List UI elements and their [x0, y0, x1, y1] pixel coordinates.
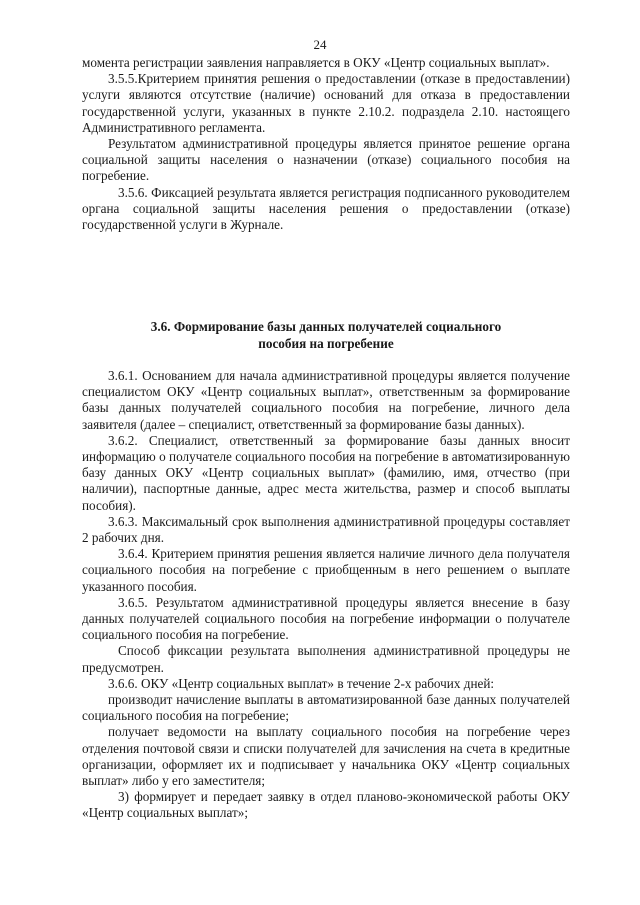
paragraph: Способ фиксации результата выполнения административной процедуры не предусмотрен.: [82, 643, 570, 675]
paragraph: 3.6.2. Специалист, ответственный за формирование базы данных вносит информацию о получателе социального пособия на погребение в автоматизированную базу данных ОКУ «Центр социальных выплат» (фамилию, имя, отчество (при наличии), паспортные данные, адрес места жительства, размер и способ выплаты пособия).: [82, 432, 570, 513]
page-number: 24: [313, 37, 327, 52]
section-heading-line: пособия на погребение: [258, 336, 394, 351]
section-heading-line: 3.6. Формирование базы данных получателей социального: [150, 319, 502, 334]
paragraph: 3.6.1. Основанием для начала административной процедуры является получение специалистом ОКУ «Центр социальных выплат», ответственным за формирование базы данных получателей социального пособия на погребение, личного дела заявителя (далее – специалист, ответственный за формирование базы данных).: [82, 368, 570, 432]
paragraph: Результатом административной процедуры является принятое решение органа социальной защиты населения о назначении (отказе) социального пособия на погребение.: [82, 136, 570, 184]
paragraph: 3.6.4. Критерием принятия решения является наличие личного дела получателя социального пособия на погребение с приобщенным в него решением о выплате указанного пособия.: [82, 546, 570, 594]
paragraph: 3.6.3. Максимальный срок выполнения административной процедуры составляет 2 рабочих дня.: [82, 513, 570, 546]
paragraph: 3.5.6. Фиксацией результата является регистрация подписанного руководителем органа социальной защиты населения решения о предоставлении (отказе) государственной услуги в Журнале.: [82, 184, 570, 233]
section-heading: [82, 318, 570, 352]
paragraph: 3.5.5.Критерием принятия решения о предоставлении (отказе в предоставлении) услуги являются отсутствие (наличие) оснований для отказа в предоставлении государственной услуги, указанных в пункте 2.10.2. подраздела 2.10. настоящего Административного регламента.: [82, 71, 570, 135]
paragraph: 3.6.5. Результатом административной процедуры является внесение в базу данных получателей социального пособия на погребение информации о получателе социального пособия на погребение.: [82, 594, 570, 643]
paragraph: производит начисление выплаты в автоматизированной базе данных получателей социального пособия на погребение;: [82, 692, 570, 724]
paragraph: получает ведомости на выплату социального пособия на погребение через отделения почтовой связи и списки получателей для зачисления на счета в кредитные организации, оформляет их и подписывает у начальника ОКУ «Центр социальных выплат» либо у его заместителя;: [82, 724, 570, 789]
paragraph: момента регистрации заявления направляется в ОКУ «Центр социальных выплат».: [82, 55, 550, 70]
top-text-block: [82, 55, 570, 233]
section-text-block: [82, 368, 570, 822]
paragraph: 3) формирует и передает заявку в отдел планово-экономической работы ОКУ «Центр социальных выплат»;: [82, 789, 570, 821]
paragraph: 3.6.6. ОКУ «Центр социальных выплат» в течение 2-х рабочих дней:: [108, 675, 495, 691]
